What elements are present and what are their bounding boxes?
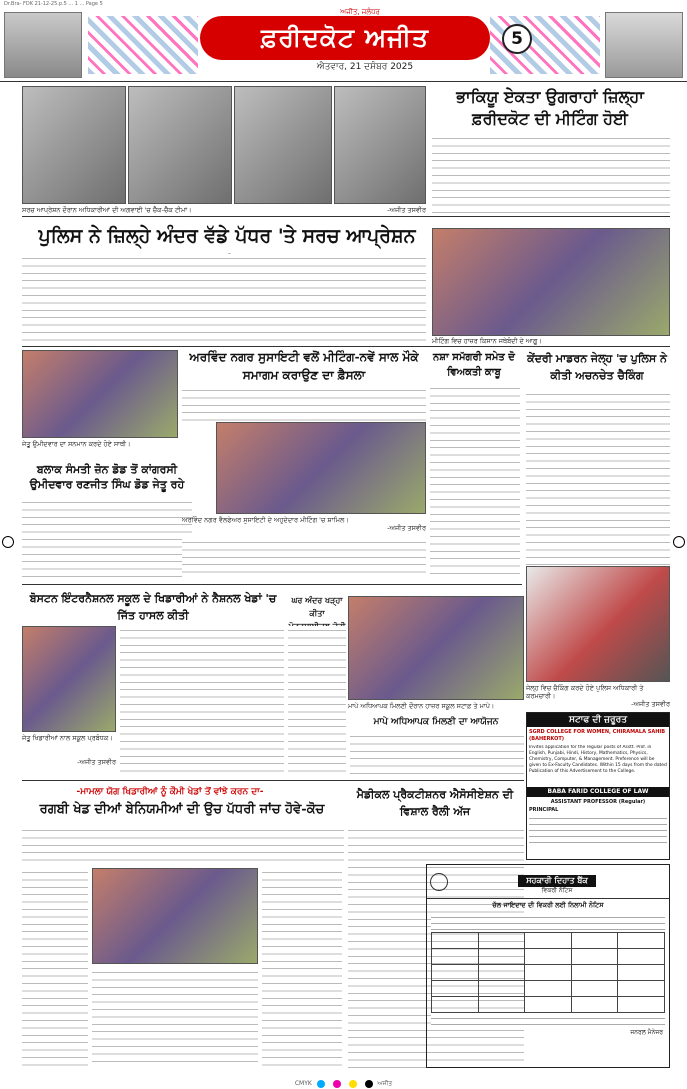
ptm-caption: ਮਾਪੇ ਅਧਿਆਪਕ ਮਿਲਣੀ ਦੌਰਾਨ ਹਾਜ਼ਰ ਸਕੂਲ ਸਟਾਫ਼ ਤੇ ਮਾਪੇ। [348,702,495,710]
search-photo-caption: ਸਰਚ ਆਪ੍ਰੇਸ਼ਨ ਦੌਰਾਨ ਅਧਿਕਾਰੀਆਂ ਦੀ ਅਗਵਾਈ 'ਚ ਚੈੱਕ-ਚੈੱਕ ਟੀਮਾਂ। [22,206,192,214]
masthead-pattern-left [88,16,198,74]
search-photo-4 [334,86,426,204]
medical-headline: ਮੈਡੀਕਲ ਪ੍ਰੈਕਟੀਸ਼ਨਰ ਐਸੋਸੀਏਸ਼ਨ ਦੀ ਵਿਸ਼ਾਲ ਰੈਲੀ ਅੱਜ [356,788,514,818]
arvind-caption: ਅਰਵਿੰਦ ਨਗਰ ਵੈਲਫੇਅਰ ਸੁਸਾਇਟੀ ਦੇ ਅਹੁਦੇਦਾਰ ਮੀਟਿੰਗ 'ਚ ਸ਼ਾਮਿਲ। [182,516,349,524]
masthead-title: ਫ਼ਰੀਦਕੋਟ ਅਜੀਤ [200,16,490,60]
black-swatch [365,1080,373,1088]
farmers-headline: ਭਾਕਿਯੂ ਏਕਤਾ ਉਗਰਾਹਾਂ ਜ਼ਿਲ੍ਹਾ ਫ਼ਰੀਦਕੋਟ ਦੀ ਮੀਟਿੰਗ ਹੋਈ [456,87,644,128]
yellow-swatch [349,1080,357,1088]
search-body [22,254,426,342]
ptm-photo [348,596,524,700]
arvind-body-bottom [182,538,426,578]
winner-photo [22,350,178,438]
drugs-headline: ਨਸ਼ਾ ਸਮੱਗਰੀ ਸਮੇਤ ਦੋ ਵਿਅਕਤੀ ਕਾਬੂ [433,352,515,378]
rugby-photo [92,868,258,964]
divider [22,780,524,781]
jail-body [526,390,670,566]
block-samiti-body [22,498,192,582]
winner-caption: ਜੇਤੂ ਉਮੀਦਵਾਰ ਦਾ ਸਨਮਾਨ ਕਰਦੇ ਹੋਏ ਸਾਥੀ। [22,440,131,448]
rugby-body-left [22,868,88,1068]
divider [22,216,670,217]
college-body: Invites application for the regular posts of Asstt. Prof. in English, Punjabi, Hindi, History, Mathematics, Physics, Chemistry, Computer, & Management. Preference will be given to Ex-Faculty Candidates. Within 15 days from the dated Publication of this Advertisement to the College. [529,745,667,774]
registration-mark-right [673,536,685,548]
farmers-meeting-caption: ਮੀਟਿੰਗ ਵਿਚ ਹਾਜ਼ਰ ਕਿਸਾਨ ਜਥੇਬੰਦੀ ਦੇ ਆਗੂ। [432,337,542,345]
divider [22,346,670,347]
jail-photo [526,566,670,682]
print-slug: Dr.Bra- FDK 21-12-25.p.5 ... 1 ... Page 5 [4,1,103,7]
principal-label: PRINCIPAL [529,807,559,813]
bank-logo-icon [430,873,448,891]
boston-photo [22,626,116,732]
rugby-headline: ਰਗਬੀ ਖੇਡ ਦੀਆਂ ਬੇਨਿਯਮੀਆਂ ਦੀ ਉਚ ਪੱਧਰੀ ਜਾਂਚ ਹੋਵੇ-ਕੋਚ [39,802,325,817]
masthead-date: ਐਤਵਾਰ, 21 ਦਸੰਬਰ 2025 [316,62,414,72]
boston-body [120,626,284,776]
law-details [529,815,667,845]
notice-signature: ਜਨਰਲ ਮੈਨੇਜਰ [630,1029,663,1036]
search-photo-3 [234,86,332,204]
jail-credit: -ਅਜੀਤ ਤਸਵੀਰ [631,700,670,708]
arvind-headline: ਅਰਵਿੰਦ ਨਗਰ ਸੁਸਾਇਟੀ ਵਲੋਂ ਮੀਟਿੰਗ-ਨਵੇਂ ਸਾਲ ਮੌਕੇ ਸਮਾਗਮ ਕਰਾਉਣ ਦਾ ਫ਼ੈਸਲਾ [189,350,419,382]
notice-intro [431,914,665,930]
rugby-body-top [22,826,344,864]
staff-ad-title: ਸਟਾਫ ਦੀ ਜ਼ਰੂਰਤ [527,713,669,727]
search-photo-credit: -ਅਜੀਤ ਤਸਵੀਰ [387,206,426,214]
search-headline: ਪੁਲਿਸ ਨੇ ਜ਼ਿਲ੍ਹੇ ਅੰਦਰ ਵੱਡੇ ਪੱਧਰ 'ਤੇ ਸਰਚ ਆਪ੍ਰੇਸ਼ਨ [38,225,416,247]
bank-notice [426,864,670,1068]
arvind-credit: -ਅਜੀਤ ਤਸਵੀਰ [387,524,426,532]
ptm-headline: ਮਾਪੇ ਅਧਿਆਪਕ ਮਿਲਣੀ ਦਾ ਆਯੋਜਨ [373,717,499,727]
boston-credit: -ਅਜੀਤ ਤਸਵੀਰ [77,758,116,766]
cyan-swatch [317,1080,325,1088]
arvind-photo [216,422,426,514]
rugby-body-right [262,868,342,1068]
law-college: BABA FARID COLLEGE OF LAW [527,787,669,797]
footer-right: ਅਜੀਤ [377,1080,393,1087]
divider [22,584,522,585]
boston-caption: ਜੇਤੂ ਖਿਡਾਰੀਆਂ ਨਾਲ ਸਕੂਲ ਪ੍ਰਬੰਧਕ। [22,734,113,742]
block-samiti-headline: ਬਲਾਕ ਸੰਮਤੀ ਜ਼ੋਨ ਡੋਡ ਤੋਂ ਕਾਂਗਰਸੀ ਉਮੀਦਵਾਰ ਰਣਜੀਤ ਸਿੰਘ ਡੋਡ ਜੇਤੂ ਰਹੇ [29,463,185,491]
boston-headline: ਬੋਸਟਨ ਇੰਟਰਨੈਸ਼ਨਲ ਸਕੂਲ ਦੇ ਖਿਡਾਰੀਆਂ ਨੇ ਨੈਸ਼ਨਲ ਖੇਡਾਂ 'ਚ ਜਿੱਤ ਹਾਸਲ ਕੀਤੀ [29,592,277,622]
college-name: SGRD COLLEGE FOR WOMEN, CHIRAMALA SAHIB (BAHERKOT) [529,729,666,742]
theft-body [288,626,346,776]
bank-subtitle: ਵਿਕਰੀ ਨੋਟਿਸ [541,887,573,894]
bank-title: ਸਹਕਾਰੀ ਦਿਹਾਤ ਬੈਂਕ [518,875,596,887]
farmers-meeting-photo [432,228,670,336]
jail-caption: ਜੇਲ੍ਹ ਵਿਚ ਚੈਕਿੰਗ ਕਰਦੇ ਹੋਏ ਪੁਲਿਸ ਅਧਿਕਾਰੀ ਤੇ ਕਰਮਚਾਰੀ। [526,684,644,700]
arvind-body-top [182,386,426,422]
drugs-body [430,384,520,580]
search-photo-1 [22,86,126,204]
registration-mark-left [2,536,14,548]
ptm-body [350,732,524,774]
farmers-body [432,134,670,214]
staff-ad [526,712,670,860]
rugby-kicker: -ਮਾਮਲਾ ਯੋਗ ਖਿਡਾਰੀਆਂ ਨੂੰ ਕੌਮੀ ਖੇਡਾਂ ਤੋਂ ਵਾਂਝੇ ਕਰਨ ਦਾ- [76,787,264,797]
notice-terms [431,1015,665,1027]
masthead-photo-left [4,12,82,78]
masthead-tagline: ਅਜੀਤ, ਜਲੰਧਰ [340,8,380,16]
law-posts: ASSISTANT PROFESSOR (Regular) [550,799,646,805]
theft-headline: ਘਰ ਅੰਦਰ ਖੜ੍ਹਾ ਕੀਤਾ [291,595,343,618]
notice-heading: ਚੱਲ ਜਾਇਦਾਦ ਦੀ ਵਿਕਰੀ ਲਈ ਨਿਲਾਮੀ ਨੋਟਿਸ [492,901,604,909]
page-number: 5 [502,24,532,54]
masthead [0,8,687,82]
masthead-photo-right [605,12,683,78]
notice-table [431,932,665,1013]
search-photo-2 [128,86,232,204]
footer-left: CMYK [294,1080,312,1087]
color-bar [0,1079,687,1089]
rugby-body-bottom [92,968,258,1068]
jail-headline: ਕੇਂਦਰੀ ਮਾਡਰਨ ਜੇਲ੍ਹ 'ਚ ਪੁਲਿਸ ਨੇ ਕੀਤੀ ਅਚਨਚੇਤ ਚੈਕਿੰਗ [527,352,667,382]
magenta-swatch [333,1080,341,1088]
